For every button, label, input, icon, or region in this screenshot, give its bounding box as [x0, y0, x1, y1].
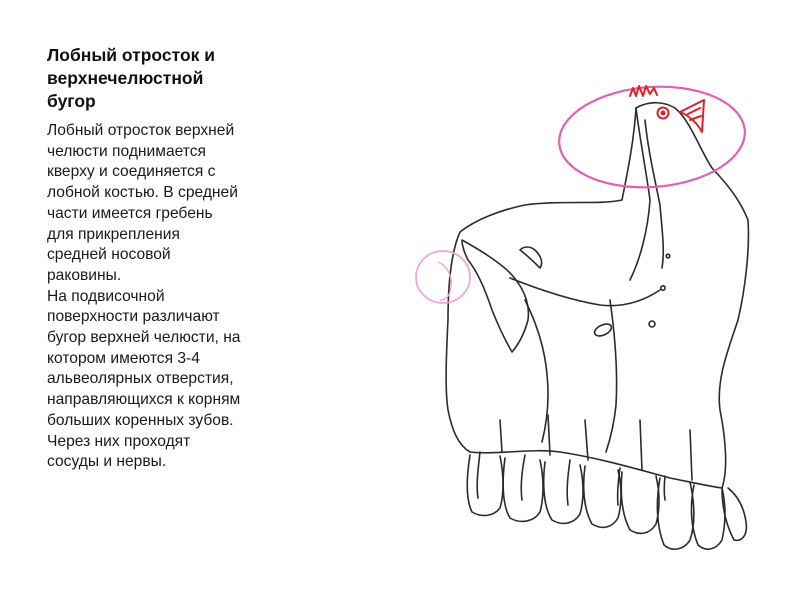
red-annotations — [630, 86, 704, 132]
canine-ridge — [606, 300, 617, 452]
tooth-incisor-1 — [691, 485, 725, 549]
maxilla-drawing — [400, 60, 780, 590]
infraorbital-ridge — [510, 278, 660, 306]
tooth-canine — [657, 478, 693, 549]
root-line-5 — [690, 430, 692, 480]
slide-title: Лобный отросток и верхнечелюстной бугор — [47, 45, 216, 111]
alveolar-ridge-3 — [567, 460, 570, 505]
frontal-process-ridge — [645, 120, 663, 268]
maxilla-illustration — [400, 60, 780, 590]
infraorbital-foramen — [593, 322, 614, 339]
orbital-outline — [462, 240, 528, 352]
alveolar-ridge-1 — [477, 452, 480, 498]
nasal-notch — [520, 247, 542, 268]
tooth-premolar-2 — [621, 472, 659, 533]
tooth-molar-3 — [544, 462, 583, 523]
alveolar-ridge-5 — [664, 476, 665, 500]
root-line-1 — [500, 420, 502, 452]
root-line-4 — [640, 420, 642, 470]
tuber-highlight-circle — [416, 251, 470, 303]
small-foramen-2 — [661, 286, 665, 290]
tooth-molar-1 — [467, 455, 503, 515]
slide-body-text: Лобный отросток верхней челюсти поднимается кверху и соединяется с лобной костью. В средней части имеется гребень для прикрепления средней носовой раковины. На подвисочной поверхности различают бугор верхней челюсти, на котором имеются 3-4 альвеолярных отверстия, направляющихся к корням больших коренных зубов. Через них проходят сосуды и нервы. — [47, 122, 241, 471]
root-line-2 — [548, 415, 550, 455]
tooth-premolar-1 — [584, 466, 621, 527]
red-dot-mark — [662, 112, 665, 115]
bone-outline — [446, 103, 748, 505]
small-foramen-1 — [649, 321, 655, 327]
teeth-group — [467, 455, 746, 549]
root-line-3 — [585, 420, 588, 460]
text-column — [47, 44, 317, 473]
alveolar-ridge-2 — [521, 455, 525, 500]
maxilla-contour — [446, 103, 748, 488]
annotation-layer — [416, 81, 748, 303]
small-foramen-3 — [666, 254, 670, 258]
